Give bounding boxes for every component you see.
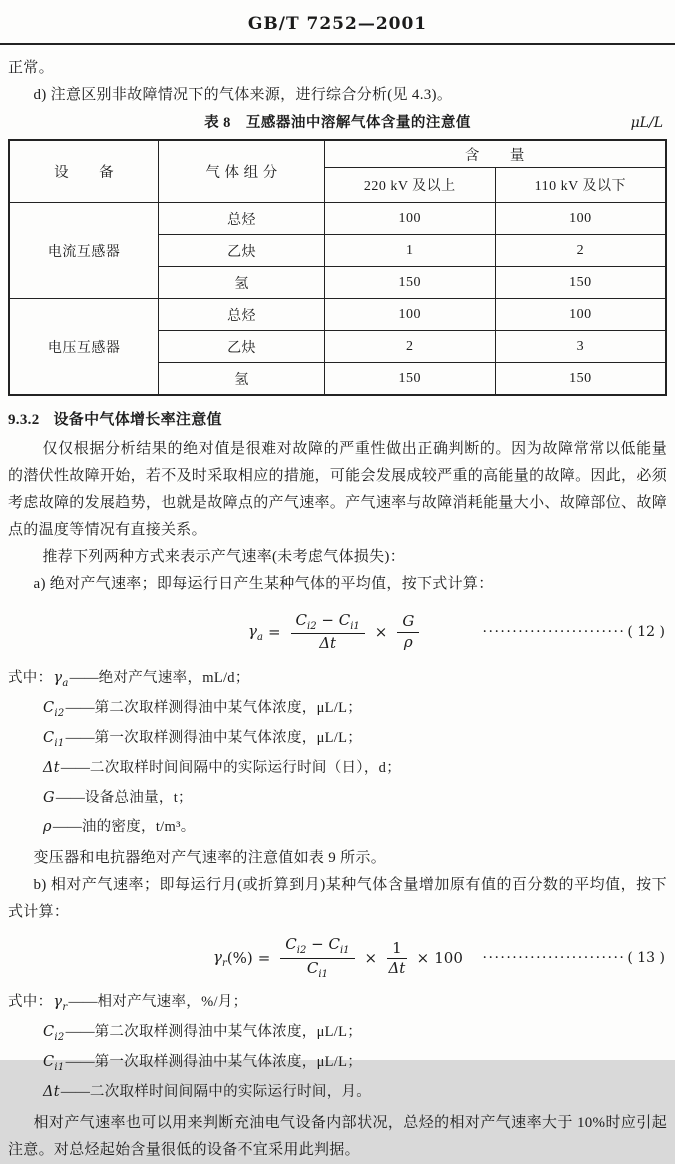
cell-value-220: 1: [324, 235, 495, 267]
gamma-a-symbol: $\gamma_a$: [248, 621, 263, 643]
formula12-definitions: [8, 666, 667, 845]
dot-leader: ························: [482, 950, 626, 967]
table-row: [9, 203, 666, 235]
formula-12: [8, 606, 667, 658]
fraction-one-over-time: $\frac{1}{\Delta t}$: [388, 938, 406, 977]
formula13-definitions: [8, 990, 667, 1110]
cell-gas: 氢: [159, 363, 325, 396]
percent-annotation: (%): [226, 949, 253, 968]
definition-item: $C_{i1}——$第一次取样测得油中某气体浓度，μL/L；: [43, 729, 363, 749]
header-rule: [0, 43, 675, 45]
definition-item: 式中：$\gamma_a——$绝对产气速率，mL/d；: [8, 670, 250, 689]
cell-gas: 乙炔: [159, 235, 325, 267]
definition-item: G——设备总油量，t；: [43, 789, 193, 806]
cell-value-220: 150: [324, 267, 495, 299]
closing-paragraph: 相对产气速率也可以用来判断充油电气设备内部状况，总烃的相对产气速率大于 10%时应引起注意。对总烃起始含量很低的设备不宜采用此判据。: [8, 1114, 667, 1158]
equation-number-12: ( 12 ): [627, 624, 665, 640]
cell-gas: 氢: [159, 267, 325, 299]
col-header-110kv: 110 kV 及以下: [495, 168, 666, 203]
definition-item: $C_{i2}——$第二次取样测得油中某气体浓度，μL/L；: [43, 1024, 363, 1044]
cell-value-220: 150: [324, 363, 495, 396]
times-sign: ×: [416, 949, 430, 968]
note-table9: 变压器和电抗器绝对产气速率的注意值如表 9 所示。: [33, 850, 387, 867]
standard-number-header: GB/T 7252—2001: [247, 14, 428, 34]
definition-item: ρ——油的密度，t/m³。: [43, 819, 196, 836]
item-d: d) 注意区别非故障情况下的气体来源，进行综合分析(见 4.3)。: [33, 87, 453, 103]
cell-gas: 乙炔: [159, 331, 325, 363]
cell-value-110: 2: [495, 235, 666, 267]
paragraph-1: 仅仅根据分析结果的绝对值是很难对故障的严重性做出正确判断的。因为故障常常以低能量的潜伏性故障开始，若不及时采取相应的措施，可能会发展成较严重的高能量的故障。因此，必须考虑故障的发展趋势，也就是故障点的产气速率。产气速率与故障消耗能量大小、故障部位、故障点的温度等情况有直接关系。: [8, 441, 667, 538]
cell-value-220: 2: [324, 331, 495, 363]
col-header-220kv: 220 kV 及以上: [324, 168, 495, 203]
definition-item: 式中：$\gamma_r——$相对产气速率，%/月；: [8, 994, 248, 1014]
cell-gas: 总烃: [159, 299, 325, 331]
cell-value-110: 3: [495, 331, 666, 363]
item-b: b) 相对产气速率；即每运行月(或折算到月)某种气体含量增加原有值的百分数的平均值，按下式计算：: [8, 877, 667, 921]
definition-item: $C_{i2}——$第二次取样测得油中某气体浓度，μL/L；: [43, 699, 363, 719]
unit-label: μL/L: [630, 115, 663, 131]
fraction-mass-over-density: $\frac{G}{\rho}$: [397, 613, 419, 651]
section-heading-9-3-2: [8, 406, 667, 434]
dot-leader: ························: [482, 624, 626, 640]
times-sign: ×: [374, 623, 388, 641]
equals-sign: =: [267, 623, 281, 641]
cell-value-220: 100: [324, 203, 495, 235]
cell-value-110: 100: [495, 203, 666, 235]
where-label: 式中：: [8, 670, 53, 686]
table-row: [9, 299, 666, 331]
paragraph-2: 推荐下列两种方式来表示产气速率(未考虑气体损失)：: [42, 549, 405, 565]
table8-caption: 表 8 互感器油中溶解气体含量的注意值: [204, 115, 471, 131]
col-header-device: 设 备: [9, 140, 159, 203]
gamma-r-symbol: $\gamma_r$: [213, 947, 227, 969]
fraction-concentration-over-time: $\frac{C_{i2} - C_{i1}}{\Delta t}$: [291, 612, 365, 653]
times-sign: ×: [364, 949, 378, 968]
table8-caption-row: [8, 111, 667, 135]
cell-value-110: 100: [495, 299, 666, 331]
col-header-gas: 气 体 组 分: [159, 140, 325, 203]
cell-device-current-transformer: 电流互感器: [9, 203, 159, 299]
factor-100: 100: [434, 949, 463, 968]
cell-gas: 总烃: [159, 203, 325, 235]
section-title: 设备中气体增长率注意值: [53, 412, 222, 428]
cell-value-110: 150: [495, 363, 666, 396]
formula-13: [8, 934, 667, 982]
cell-device-voltage-transformer: 电压互感器: [9, 299, 159, 396]
equation-number-13: ( 13 ): [627, 950, 665, 967]
equals-sign: =: [257, 949, 271, 968]
section-number: 9.3.2: [8, 412, 40, 428]
definition-item: Δt——二次取样时间间隔中的实际运行时间（日），d；: [43, 759, 402, 776]
col-header-content: 含 量: [324, 140, 666, 168]
table8: [8, 139, 667, 396]
definition-item: Δt——二次取样时间间隔中的实际运行时间，月。: [43, 1084, 372, 1101]
cell-value-110: 150: [495, 267, 666, 299]
cell-value-220: 100: [324, 299, 495, 331]
where-label: 式中：: [8, 994, 53, 1011]
paragraph-normal-tail: 正常。: [8, 60, 54, 76]
item-a: a) 绝对产气速率；即每运行日产生某种气体的平均值，按下式计算：: [33, 576, 494, 592]
fraction-concentration-ratio: $\frac{C_{i2} - C_{i1}}{C_{i1}}$: [280, 936, 354, 980]
definition-item: $C_{i1}——$第一次取样测得油中某气体浓度，μL/L；: [43, 1054, 363, 1074]
